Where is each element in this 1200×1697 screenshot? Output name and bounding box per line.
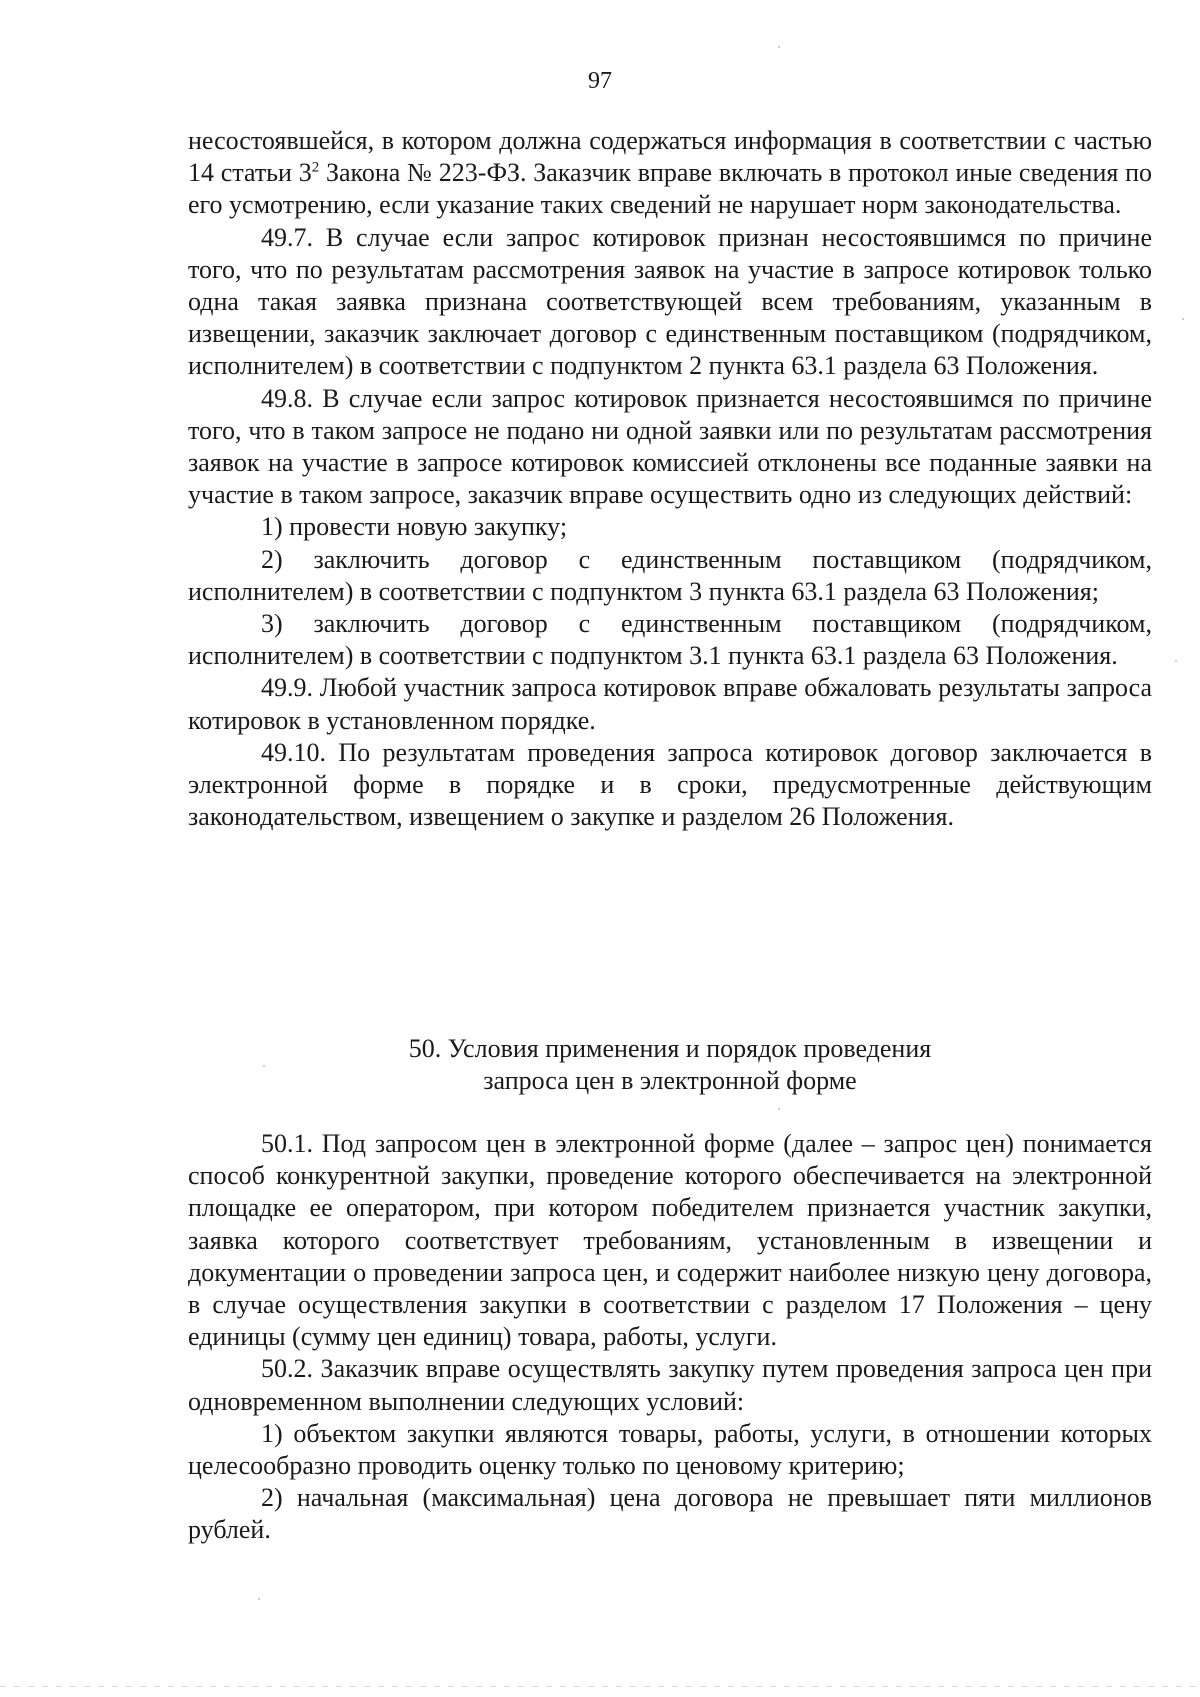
paragraph-50-1: 50.1. Под запросом цен в электронной форме (далее – запрос цен) понимается способ конкурентной закупки, проведение которого обеспечивается на электронной площадке ее оператором, при котором победителем признается участник закупки, заявка которого соответствует требованиям, установленным в извещении и документации о проведении запроса цен, и содержит наиболее низкую цену договора, в случае осуществления закупки в соответствии с разделом 17 Положения – цену единицы (сумму цен единиц) товара, работы, услуги. — [188, 1129, 1152, 1352]
scan-speck — [778, 1108, 780, 1110]
scan-edge-line — [0, 1686, 1200, 1687]
scan-speck — [778, 46, 780, 48]
scan-speck — [258, 1598, 260, 1600]
paragraph-49-7: 49.7. В случае если запрос котировок признан несостоявшимся по причине того, что по результатам рассмотрения заявок на участие в запросе котировок только одна такая заявка признана соответствующей всем требованиям, указанным в извещении, заказчик заключает договор с единственным поставщиком (подрядчиком, исполнителем) в соответствии с подпунктом 2 пункта 63.1 раздела 63 Положения. — [188, 222, 1152, 381]
list-item-2: 2) начальная (максимальная) цена договора не превышает пяти миллионов рублей. — [188, 1483, 1152, 1545]
paragraph-49-8: 49.8. В случае если запрос котировок признается несостоявшимся по причине того, что в таком запросе не подано ни одной заявки или по результатам рассмотрения заявок на участие в запросе котировок комиссией отклонены все поданные заявки на участие в таком запросе, заказчик вправе осуществить одно из следующих действий: — [188, 383, 1152, 510]
section-heading-line-2: запроса цен в электронной форме — [483, 1066, 857, 1096]
paragraph-49-10: 49.10. По результатам проведения запроса котировок договор заключается в электронной форме в порядке и в сроки, предусмотренные действующим законодательством, извещением о закупке и разделом 26 Положения. — [188, 737, 1152, 832]
scan-speck — [1182, 318, 1184, 320]
list-item-3: 3) заключить договор с единственным поставщиком (подрядчиком, исполнителем) в соответствии с подпунктом 3.1 пункта 63.1 раздела 63 Положения. — [188, 609, 1152, 671]
paragraph-text: Закона № 223-ФЗ. Заказчик вправе включать в протокол иные сведения по его усмотрению, если указание таких сведений не нарушает норм законодательства. — [188, 158, 1152, 220]
page-number: 97 — [588, 68, 612, 94]
scan-speck — [263, 1065, 265, 1067]
body-text-upper — [188, 125, 1152, 833]
paragraph-49-9: 49.9. Любой участник запроса котировок вправе обжаловать результаты запроса котировок в установленном порядке. — [188, 673, 1152, 735]
paragraph-continuation — [188, 125, 1152, 222]
scan-speck — [1175, 660, 1177, 662]
list-item-1: 1) объектом закупки являются товары, работы, услуги, в отношении которых целесообразно проводить оценку только по ценовому критерию; — [188, 1418, 1152, 1481]
section-heading — [188, 1033, 1152, 1097]
list-item-2: 2) заключить договор с единственным поставщиком (подрядчиком, исполнителем) в соответствии с подпунктом 3 пункта 63.1 раздела 63 Положения; — [188, 544, 1152, 606]
list-item-1: 1) провести новую закупку; — [261, 512, 568, 542]
paragraph-text: несостоявшейся, в котором должна содержаться информация в соответствии с частью 14 статьи 3 — [188, 126, 1152, 188]
section-heading-line-1: 50. Условия применения и порядок проведения — [408, 1034, 932, 1063]
paragraph-50-2: 50.2. Заказчик вправе осуществлять закупку путем проведения запроса цен при одновременном выполнении следующих условий: — [188, 1354, 1152, 1416]
superscript: 2 — [311, 159, 320, 176]
body-text-lower — [188, 1128, 1152, 1547]
